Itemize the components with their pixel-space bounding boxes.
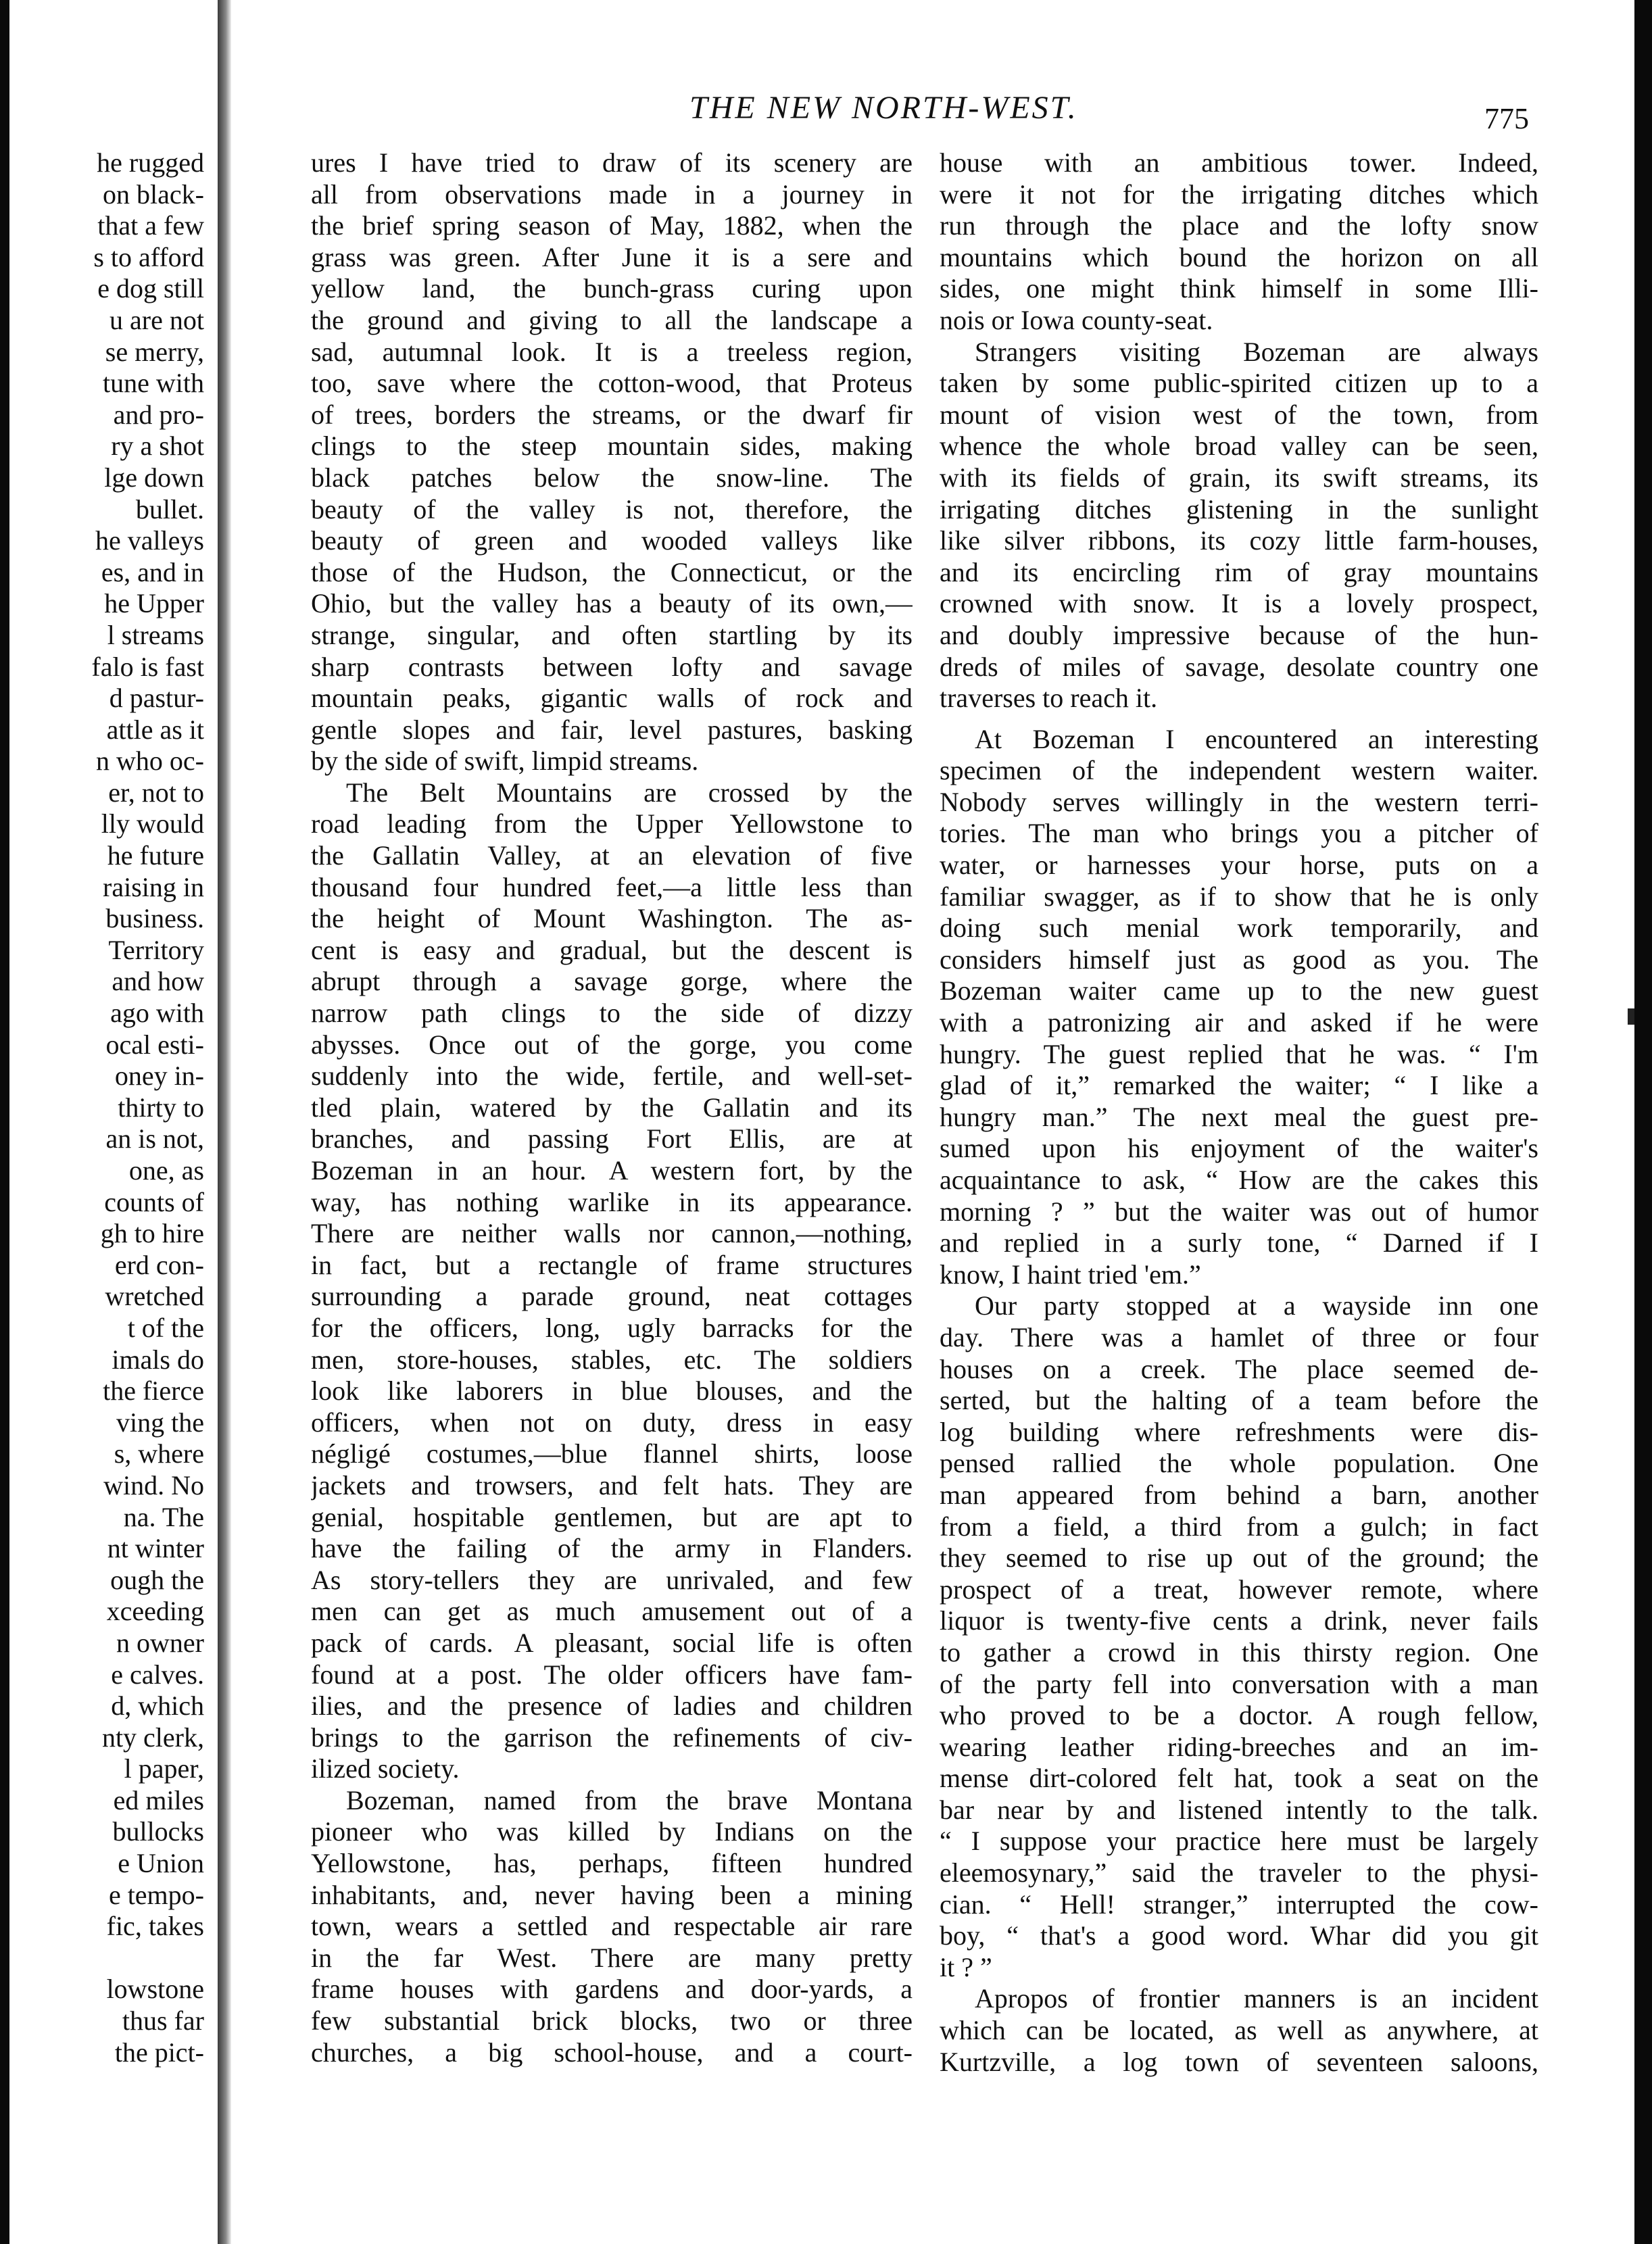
text-line: Bozeman waiter came up to the new guest — [940, 975, 1538, 1006]
text-line: prospect of a treat, however remote, where — [940, 1574, 1538, 1605]
text-line: “ I suppose your practice here must be largely — [940, 1826, 1538, 1857]
text-line: sumed upon his enjoyment of the waiter's — [940, 1133, 1538, 1164]
text-line: log building where refreshments were dis- — [940, 1416, 1538, 1447]
text-line: cian. “ Hell! stranger,” interrupted the cow- — [940, 1888, 1538, 1920]
text-line: mountain peaks, gigantic walls of rock and — [311, 683, 913, 714]
text-line: to gather a crowd in this thirsty region. One — [940, 1636, 1538, 1667]
text-line: it ? ” — [940, 1951, 992, 1982]
text-line: the pict- — [114, 2036, 204, 2068]
text-line: house with an ambitious tower. Indeed, — [940, 147, 1538, 178]
text-line: ed miles — [113, 1784, 204, 1815]
text-line: of the party fell into conversation with a man — [940, 1668, 1538, 1699]
text-line: who proved to be a doctor. A rough fellow, — [940, 1700, 1538, 1731]
text-line: gentle slopes and fair, level pastures, basking — [311, 714, 913, 745]
text-line: na. The — [123, 1501, 204, 1532]
text-line: few substantial brick blocks, two or three — [311, 2005, 913, 2036]
text-line: imals do — [112, 1344, 204, 1375]
text-line: considers himself just as good as you. The — [940, 944, 1538, 975]
text-line: bar near by and listened intently to the talk. — [940, 1794, 1538, 1825]
text-line: négligé costumes,—blue flannel shirts, loose — [311, 1438, 913, 1469]
text-line: Yellowstone, has, perhaps, fifteen hundred — [311, 1848, 913, 1879]
text-line: water, or harnesses your horse, puts on a — [940, 850, 1538, 881]
text-line: mountains which bound the horizon on all — [940, 241, 1538, 272]
text-line: pensed rallied the whole population. One — [940, 1448, 1538, 1479]
text-line: hungry. The guest replied that he was. “ I'm — [940, 1038, 1538, 1069]
text-line: counts of — [104, 1186, 204, 1217]
text-line: houses on a creek. The place seemed de- — [940, 1353, 1538, 1384]
text-line: brings to the garrison the refinements of civ- — [311, 1722, 913, 1753]
text-line: eleemosynary,” said the traveler to the physi- — [940, 1857, 1538, 1888]
text-line: cent is easy and gradual, but the descent is — [311, 934, 913, 965]
text-line: an is not, — [105, 1123, 204, 1154]
text-line: ilies, and the presence of ladies and children — [311, 1690, 913, 1722]
text-line: beauty of green and wooded valleys like — [311, 525, 913, 556]
text-line: familiar swagger, as if to show that he is only — [940, 881, 1538, 912]
text-line: ago with — [110, 998, 204, 1029]
text-line: they seemed to rise up out of the ground; the — [940, 1542, 1538, 1574]
text-line: traverses to reach it. — [940, 683, 1158, 714]
text-line: sharp contrasts between lofty and savage — [311, 651, 913, 682]
book-gutter — [218, 0, 231, 2244]
text-line: Kurtzville, a log town of seventeen saloons, — [940, 2046, 1538, 2077]
text-line: ough the — [110, 1564, 204, 1595]
text-line: ry a shot — [111, 431, 204, 462]
text-line: genial, hospitable gentlemen, but are apt to — [311, 1501, 913, 1532]
text-line: ving the — [116, 1407, 204, 1438]
text-line: that a few — [97, 210, 204, 241]
text-line: too, save where the cotton-wood, that Proteus — [311, 368, 913, 399]
running-title: THE NEW NORTH-WEST. — [689, 90, 1078, 126]
text-line: tled plain, watered by the Gallatin and its — [311, 1092, 913, 1123]
text-line — [0, 1943, 207, 1974]
paragraph-start-line: At Bozeman I encountered an interesting — [975, 723, 1538, 754]
text-line: nois or Iowa county-seat. — [940, 304, 1213, 335]
text-line: taken by some public-spirited citizen up to a — [940, 368, 1538, 399]
text-line: Nobody serves willingly in the western terri- — [940, 786, 1538, 817]
text-line: mense dirt-colored felt hat, took a seat on the — [940, 1763, 1538, 1794]
text-line: town, wears a settled and respectable air rare — [311, 1911, 913, 1942]
text-line: xceeding — [106, 1596, 204, 1627]
text-line: s, where — [114, 1438, 204, 1469]
text-line: n who oc- — [96, 746, 204, 777]
text-line: gh to hire — [100, 1218, 204, 1249]
text-line: business. — [105, 903, 204, 934]
text-line: sides, one might think himself in some Illi- — [940, 273, 1538, 304]
text-line: lowstone — [106, 1974, 204, 2005]
text-line: know, I haint tried 'em.” — [940, 1259, 1201, 1290]
text-line: mount of vision west of the town, from — [940, 399, 1538, 430]
text-line: whence the whole broad valley can be seen, — [940, 431, 1538, 462]
text-line: bullocks — [112, 1816, 204, 1847]
text-line: man appeared from behind a barn, another — [940, 1479, 1538, 1510]
text-line: tories. The man who brings you a pitcher of — [940, 818, 1538, 849]
text-line: doing such menial work temporarily, and — [940, 912, 1538, 944]
text-line: he rugged — [97, 147, 204, 178]
text-line: road leading from the Upper Yellowstone to — [311, 808, 913, 839]
page-edge-mark — [1628, 1008, 1634, 1025]
text-line: for the officers, long, ugly barracks for the — [311, 1312, 913, 1343]
text-line: found at a post. The older officers have fam- — [311, 1659, 913, 1690]
text-line: serted, but the halting of a team before the — [940, 1385, 1538, 1416]
text-line: morning ? ” but the waiter was out of humor — [940, 1196, 1538, 1227]
text-line: acquaintance to ask, “ How are the cakes this — [940, 1165, 1538, 1195]
text-line: strange, singular, and often startling by its — [311, 619, 913, 650]
text-line: and pro- — [113, 399, 204, 430]
text-line: he Upper — [104, 588, 204, 619]
text-line: thousand four hundred feet,—a little less than — [311, 871, 913, 902]
text-line: by the side of swift, limpid streams. — [311, 746, 699, 777]
text-line: erd con- — [114, 1249, 204, 1280]
text-line: d, which — [111, 1690, 204, 1722]
text-line: lge down — [104, 462, 204, 493]
text-line: tune with — [103, 368, 204, 399]
text-line: pioneer who was killed by Indians on the — [311, 1816, 913, 1847]
text-line: yellow land, the bunch-grass curing upon — [311, 273, 913, 304]
text-line: narrow path clings to the side of dizzy — [311, 998, 913, 1029]
text-line: Ohio, but the valley has a beauty of its own,— — [311, 588, 913, 619]
text-line: specimen of the independent western waiter. — [940, 755, 1538, 786]
text-line: suddenly into the wide, fertile, and well-set- — [311, 1060, 913, 1092]
text-line: jackets and trowsers, and felt hats. They are — [311, 1469, 913, 1501]
text-line: from a field, a third from a gulch; in fact — [940, 1511, 1538, 1542]
text-line: wearing leather riding-breeches and an im- — [940, 1731, 1538, 1762]
text-line: the brief spring season of May, 1882, when the — [311, 210, 913, 241]
text-line: and how — [112, 966, 204, 997]
text-line: like silver ribbons, its cozy little farm-houses, — [940, 525, 1538, 556]
text-line: liquor is twenty-five cents a drink, never fails — [940, 1605, 1538, 1636]
text-line: branches, and passing Fort Ellis, are at — [311, 1123, 913, 1154]
page-number: 775 — [1484, 102, 1529, 135]
text-line: nt winter — [107, 1533, 204, 1564]
text-line: er, not to — [108, 777, 204, 808]
text-line: l streams — [107, 619, 204, 650]
text-line: wretched — [105, 1281, 204, 1312]
text-line: hungry man.” The next meal the guest pre- — [940, 1101, 1538, 1132]
text-line: grass was green. After June it is a sere and — [311, 241, 913, 272]
text-line: run through the place and the lofty snow — [940, 210, 1538, 241]
text-line: which can be located, as well as anywhere, at — [940, 2015, 1538, 2046]
text-column-left — [311, 147, 913, 2068]
text-line: l paper, — [124, 1753, 204, 1784]
text-line: thus far — [122, 2005, 204, 2036]
paragraph-start-line: Strangers visiting Bozeman are always — [975, 336, 1538, 367]
text-line: bullet. — [135, 493, 204, 525]
text-line: those of the Hudson, the Connecticut, or the — [311, 556, 913, 587]
text-line: and doubly impressive because of the hun- — [940, 619, 1538, 650]
text-line: dreds of miles of savage, desolate country one — [940, 651, 1538, 682]
text-line: u are not — [110, 304, 204, 335]
text-line: were it not for the irrigating ditches which — [940, 178, 1538, 210]
text-line: look like laborers in blue blouses, and the — [311, 1375, 913, 1407]
text-line: e Union — [118, 1848, 204, 1879]
text-line: officers, when not on duty, dress in easy — [311, 1407, 913, 1438]
text-line: attle as it — [106, 714, 204, 745]
text-line: es, and in — [101, 556, 204, 587]
text-line: boy, “ that's a good word. Whar did you git — [940, 1920, 1538, 1951]
text-line: in the far West. There are many pretty — [311, 1942, 913, 1973]
text-line: d pastur- — [109, 683, 204, 714]
previous-page-column — [0, 147, 207, 2068]
text-line: wind. No — [103, 1469, 204, 1501]
text-line: e dog still — [97, 273, 204, 304]
text-line: glad of it,” remarked the waiter; “ I like a — [940, 1070, 1538, 1101]
text-line: in fact, but a rectangle of frame structures — [311, 1249, 913, 1280]
text-line: abysses. Once out of the gorge, you come — [311, 1029, 913, 1060]
text-line: one, as — [128, 1155, 204, 1186]
text-line: he valleys — [95, 525, 204, 556]
text-line: clings to the steep mountain sides, making — [311, 431, 913, 462]
text-line: n owner — [116, 1627, 204, 1658]
text-line: Territory — [108, 934, 204, 965]
text-line: black patches below the snow-line. The — [311, 462, 913, 493]
text-line: of trees, borders the streams, or the dwarf fir — [311, 399, 913, 430]
text-line: churches, a big school-house, and a court- — [311, 2036, 913, 2068]
text-line: frame houses with gardens and door-yards, a — [311, 1974, 913, 2005]
text-line: beauty of the valley is not, therefore, the — [311, 493, 913, 525]
text-line: way, has nothing warlike in its appearance. — [311, 1186, 913, 1217]
text-line: s to afford — [93, 241, 204, 272]
text-line: ures I have tried to draw of its scenery are — [311, 147, 913, 178]
text-line: nty clerk, — [101, 1722, 204, 1753]
text-line: abrupt through a savage gorge, where the — [311, 966, 913, 997]
text-line: and replied in a surly tone, “ Darned if I — [940, 1227, 1538, 1259]
text-line: men can get as much amusement out of a — [311, 1596, 913, 1627]
text-line: raising in — [103, 871, 204, 902]
text-line: e calves. — [111, 1659, 204, 1690]
text-line: falo is fast — [91, 651, 204, 682]
text-line: thirty to — [118, 1092, 204, 1123]
text-line: sad, autumnal look. It is a treeless region, — [311, 336, 913, 367]
text-line: ilized society. — [311, 1753, 460, 1784]
paragraph-start-line: Our party stopped at a wayside inn one — [975, 1290, 1538, 1321]
text-line: the fierce — [103, 1375, 204, 1407]
text-line: oney in- — [114, 1060, 204, 1092]
text-line: all from observations made in a journey in — [311, 178, 913, 210]
scan-edge-right — [1634, 0, 1652, 2244]
text-line: se merry, — [105, 336, 204, 367]
text-line: surrounding a parade ground, neat cottages — [311, 1281, 913, 1312]
text-line: fic, takes — [106, 1911, 204, 1942]
text-line: t of the — [127, 1312, 204, 1343]
text-line: he future — [107, 840, 204, 871]
text-line: There are neither walls nor cannon,—nothing, — [311, 1218, 913, 1249]
text-line: have the failing of the army in Flanders. — [311, 1533, 913, 1564]
text-line: men, store-houses, stables, etc. The soldiers — [311, 1344, 913, 1375]
text-line: ocal esti- — [105, 1029, 204, 1060]
text-line: with a patronizing air and asked if he were — [940, 1007, 1538, 1038]
text-line: Bozeman in an hour. A western fort, by the — [311, 1155, 913, 1186]
text-line: lly would — [101, 808, 204, 839]
text-line: pack of cards. A pleasant, social life is often — [311, 1627, 913, 1658]
paragraph-start-line: Bozeman, named from the brave Montana — [346, 1784, 913, 1815]
text-line: e tempo- — [108, 1879, 204, 1910]
text-column-right — [940, 147, 1538, 2078]
text-line: day. There was a hamlet of three or four — [940, 1321, 1538, 1352]
text-line: with its fields of grain, its swift streams, its — [940, 462, 1538, 493]
paragraph-start-line: Apropos of frontier manners is an incident — [975, 1983, 1538, 2014]
text-line: and its encircling rim of gray mountains — [940, 556, 1538, 587]
text-line: crowned with snow. It is a lovely prospect, — [940, 588, 1538, 619]
text-line: on black- — [103, 178, 204, 210]
text-line: the ground and giving to all the landscape a — [311, 304, 913, 335]
text-line: inhabitants, and, never having been a mining — [311, 1879, 913, 1910]
paragraph-start-line: The Belt Mountains are crossed by the — [346, 777, 913, 808]
text-line: the height of Mount Washington. The as- — [311, 903, 913, 934]
text-line: As story-tellers they are unrivaled, and few — [311, 1564, 913, 1595]
text-line: the Gallatin Valley, at an elevation of five — [311, 840, 913, 871]
text-line: irrigating ditches glistening in the sunlight — [940, 493, 1538, 525]
